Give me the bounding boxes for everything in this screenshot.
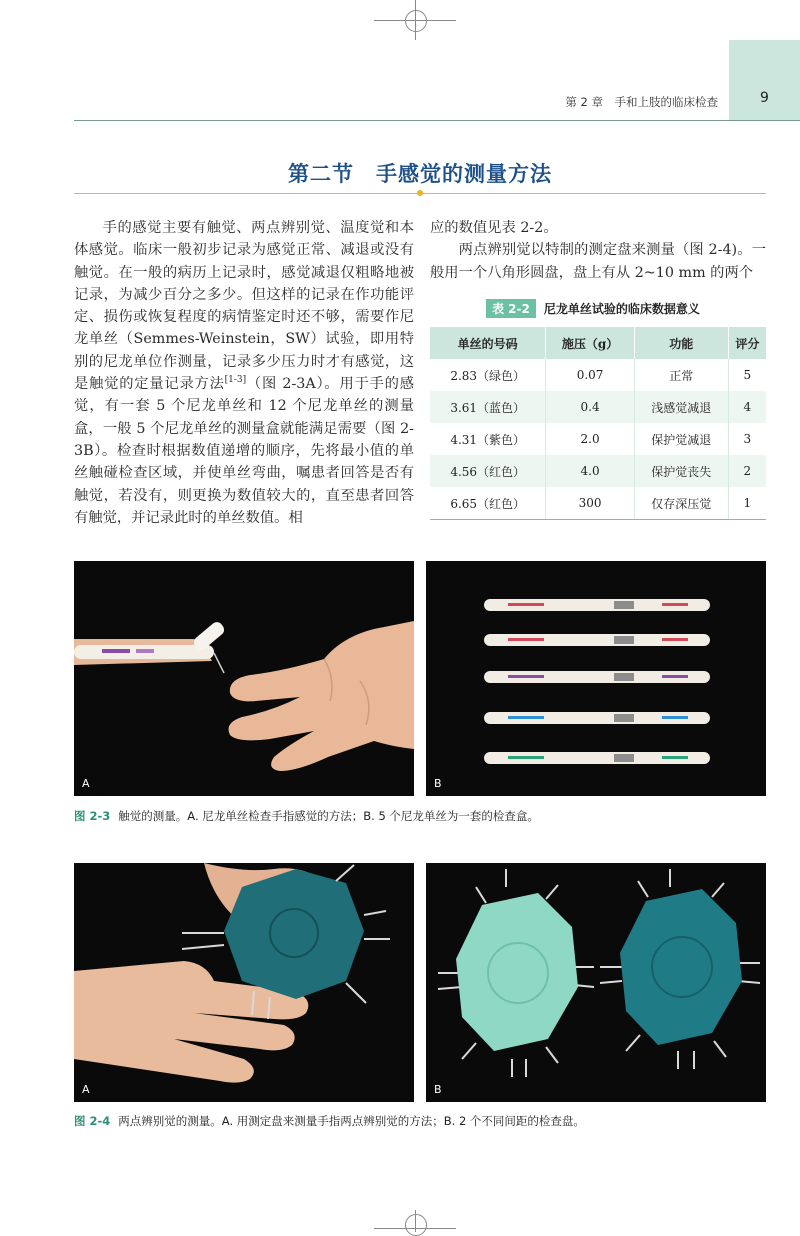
panel-letter: A (82, 777, 90, 790)
discriminator-discs-illustration (426, 863, 766, 1102)
header-rule (74, 120, 800, 121)
discriminator-disc-light (438, 869, 594, 1077)
table-row (430, 391, 766, 423)
running-head: 第 2 章 手和上肢的临床检查 (565, 95, 718, 109)
title-ornament-dot (417, 190, 423, 196)
monofilament-2 (484, 634, 710, 646)
crop-mark-bottom-circle (405, 1214, 427, 1236)
table-header-cell: 单丝的号码 (430, 327, 546, 359)
table-cell: 300 (546, 487, 634, 520)
citation-ref: [1-3] (224, 375, 247, 386)
table-cell: 6.65（红色） (430, 487, 546, 520)
body-continuation: 应的数值见表 2-2。 (430, 220, 558, 236)
table-cell: 0.07 (546, 359, 634, 391)
panel-letter: B (434, 1083, 442, 1096)
figure-2-3b-photo (426, 561, 766, 796)
figure-2-3a-photo (74, 561, 414, 796)
hand-discriminator-illustration (74, 863, 414, 1102)
table-cell: 0.4 (546, 391, 634, 423)
figure-number: 图 2-4 (74, 1114, 111, 1128)
monofilament-set-illustration (426, 561, 766, 796)
table-row (430, 455, 766, 487)
table-cell: 4.56（红色） (430, 455, 546, 487)
body-left-column (74, 217, 414, 529)
figure-2-3-caption: 图 2-3 触觉的测量。A. 尼龙单丝检查手指感觉的方法；B. 5 个尼龙单丝为一套的检查盒。 (74, 809, 539, 823)
table-header-cell: 评分 (728, 327, 766, 359)
figure-number: 图 2-3 (74, 809, 111, 823)
table-cell: 4.0 (546, 455, 634, 487)
table-cell: 2.83（绿色） (450, 368, 526, 383)
figure-2-4a-photo (74, 863, 414, 1102)
section-title: 第二节 手感觉的测量方法 (288, 161, 552, 186)
table-cell: 3 (728, 423, 766, 455)
table-cell: 3.61（蓝色） (430, 391, 546, 423)
monofilament-3 (484, 671, 710, 683)
table-cell: 4.31（紫色） (450, 432, 526, 447)
body-right-column (430, 217, 766, 284)
page-number-tab (729, 40, 800, 120)
table-cell: 4 (728, 391, 766, 423)
table-caption: 表 2-2 尼龙单丝试验的临床数据意义 (486, 299, 700, 318)
monofilament-table (430, 327, 766, 520)
figure-2-4b-photo (426, 863, 766, 1102)
table-cell: 保护觉减退 (634, 423, 728, 455)
monofilament-4 (484, 712, 710, 724)
hand-monofilament-illustration (74, 561, 414, 796)
table-cell: 仅存深压觉 (634, 487, 728, 520)
body-paragraph-1: 手的感觉主要有触觉、两点辨别觉、温度觉和本体感觉。临床一般初步记录为感觉正常、减退或没有触觉。在一般的病历上记录时，感觉减退仅粗略地被记录，为减少百分之多少。但这样的记录在作功能评定、损伤或恢复程度的病情鉴定时还不够，需要作尼龙单丝（Semmes-Weinstein，SW）试验，即用特别的尼龙单位作测量，记录多少压力时才有感觉，这是触觉的定量记录方法[1-3]（图 2-3A）。用于手的感觉，有一套 5 个尼龙单丝和 12 个尼龙单丝的测量盒，一般 5 个尼龙单丝的测量盒就能满足需要（图 2-3B）。检查时根据数值递增的顺序，先将最小值的单丝触碰检查区域，并使单丝弯曲，嘱患者回答是否有触觉，若没有，则更换为数值较大的，直至患者回答有触觉，并记录此时的单丝数值。相 (74, 220, 414, 526)
table-header-cell: 施压（g） (546, 327, 634, 359)
crop-mark-top-circle (405, 10, 427, 32)
table-cell: 保护觉丧失 (634, 455, 728, 487)
table-header-row (430, 327, 766, 359)
table-tag: 表 2-2 (486, 299, 536, 318)
figure-2-4-caption: 图 2-4 两点辨别觉的测量。A. 用测定盘来测量手指两点辨别觉的方法；B. 2 个不同间距的检查盘。 (74, 1114, 585, 1128)
page-number: 9 (760, 90, 769, 106)
table-row (430, 487, 766, 520)
table-cell: 浅感觉减退 (634, 391, 728, 423)
table-cell: 2.0 (546, 423, 634, 455)
table-cell: 2 (728, 455, 766, 487)
discriminator-disc-dark (600, 869, 760, 1069)
table-cell: 5 (728, 359, 766, 391)
table-cell: 1 (728, 487, 766, 520)
table-row (430, 423, 766, 455)
monofilament-5 (484, 752, 710, 764)
panel-letter: A (82, 1083, 90, 1096)
monofilament-1 (484, 599, 710, 611)
panel-letter: B (434, 777, 442, 790)
table-header-cell: 功能 (634, 327, 728, 359)
body-paragraph-2: 两点辨别觉以特制的测定盘来测量（图 2-4)。一般用一个八角形圆盘，盘上有从 2~10 mm 的两个 (430, 242, 766, 281)
table-cell: 正常 (634, 359, 728, 391)
table-row (430, 359, 766, 391)
